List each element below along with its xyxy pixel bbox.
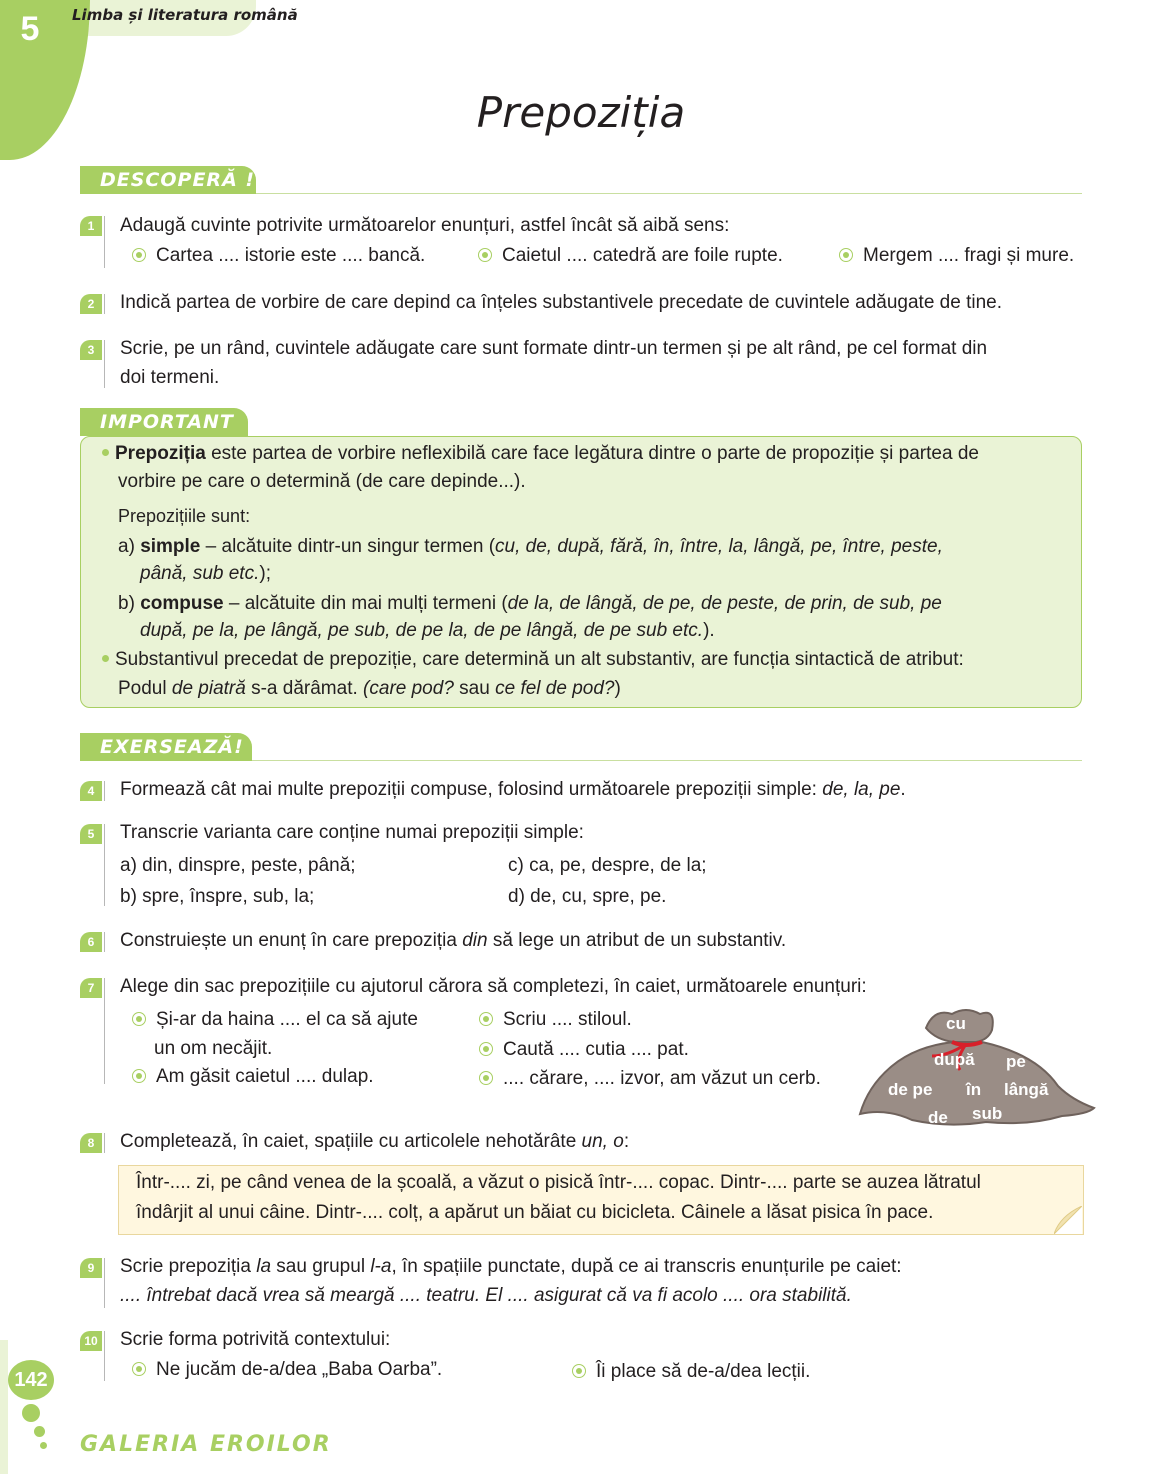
bullet-icon: [132, 248, 146, 262]
type-simple: a) simple – alcătuite dintr-un singur termen (cu, de, după, fără, în, între, la, lângă, pe, între, peste,: [118, 536, 943, 557]
bullet-icon: [132, 1012, 146, 1026]
q5-option: c) ca, pe, despre, de la;: [508, 855, 707, 876]
sack-word: de pe: [888, 1080, 933, 1099]
q10-text: Scrie forma potrivită contextului:: [120, 1329, 391, 1350]
q5-text: Transcrie varianta care conține numai prepoziții simple:: [120, 822, 584, 843]
question-bar: [104, 1133, 105, 1153]
q1-item: Mergem .... fragi și mure.: [839, 242, 1074, 270]
question-number: 7: [80, 978, 102, 998]
q3-text: doi termeni.: [120, 367, 220, 388]
bullet-icon: [572, 1364, 586, 1378]
bullet-icon: [839, 248, 853, 262]
sack-word: sub: [972, 1104, 1003, 1123]
question-number: 4: [80, 781, 102, 801]
definition: vorbire pe care o determină (de care depinde...).: [118, 471, 526, 492]
question-number: 10: [80, 1331, 102, 1351]
decor-dot: [34, 1426, 45, 1437]
q4-text: Formează cât mai multe prepoziții compuse, folosind următoarele prepoziții simple: de, la, pe.: [120, 779, 906, 800]
question-number: 5: [80, 824, 102, 844]
q1-item: Cartea .... istorie este .... bancă.: [132, 242, 425, 270]
q7-item: Caută .... cutia .... pat.: [479, 1036, 689, 1064]
decor-dot: [40, 1442, 47, 1449]
section-divider: [252, 760, 1082, 761]
note-text: Într-.... zi, pe când venea de la școală, a văzut o pisică într-.... copac. Dintr-.... parte se auzea lătratul: [136, 1172, 981, 1193]
q2-text: Indică partea de vorbire de care depind ca înțeles substantivele precedate de cuvintele adăugate de tine.: [120, 292, 1002, 313]
q6-text: Construiește un enunț în care prepoziția din să lege un atribut de un substantiv.: [120, 930, 787, 951]
q9-sentence: .... întrebat dacă vrea să meargă .... teatru. El .... asigurat că va fi acolo .... ora stabilită.: [120, 1285, 852, 1306]
question-number: 6: [80, 932, 102, 952]
q7-item: Am găsit caietul .... dulap.: [132, 1063, 374, 1091]
question-number: 8: [80, 1133, 102, 1153]
type-simple: până, sub etc.);: [140, 563, 271, 584]
bullet-icon: [102, 655, 109, 662]
side-strip: [0, 1340, 8, 1474]
q1-text: Adaugă cuvinte potrivite următoarelor enunțuri, astfel încât să aibă sens:: [120, 215, 730, 236]
question-bar: [104, 824, 105, 906]
type-compound: b) compuse – alcătuite din mai mulți termeni (de la, de lângă, de pe, de peste, de prin, de sub, pe: [118, 593, 942, 614]
page-number: 142: [14, 1369, 48, 1391]
bullet-icon: [479, 1042, 493, 1056]
decor-dot: [22, 1404, 40, 1422]
question-number: 1: [80, 216, 102, 236]
q9-text: Scrie prepoziția la sau grupul l-a, în spațiile punctate, după ce ai transcris enunțurile pe caiet:: [120, 1256, 902, 1277]
section-practice-header: EXERSEAZĂ!: [80, 733, 252, 761]
attribute-rule: Substantivul precedat de prepoziție, care determină un alt substantiv, are funcția sintactică de atribut:: [102, 646, 964, 674]
subject-title: Limba și literatura română: [72, 6, 298, 24]
question-bar: [104, 978, 105, 1084]
types-intro: Prepozițiile sunt:: [118, 506, 251, 526]
q3-text: Scrie, pe un rând, cuvintele adăugate care sunt formate dintr-un termen și pe alt rând, pe cel format din: [120, 338, 988, 359]
q7-item: un om necăjit.: [154, 1038, 273, 1059]
question-bar: [104, 340, 105, 388]
question-bar: [104, 294, 105, 314]
q7-item: Scriu .... stiloul.: [479, 1006, 632, 1034]
q1-item: Caietul .... catedră are foile rupte.: [478, 242, 783, 270]
question-bar: [104, 781, 105, 801]
page-curl-icon: [1054, 1206, 1082, 1234]
bullet-icon: [132, 1362, 146, 1376]
sack-word: de: [928, 1108, 948, 1127]
sack-word: cu: [946, 1014, 966, 1033]
section-divider: [256, 193, 1082, 194]
definition: Prepoziția este partea de vorbire neflexibilă care face legătura dintre o parte de propoziție și partea de: [102, 440, 979, 468]
q5-option: b) spre, înspre, sub, la;: [120, 886, 315, 907]
q10-item: Îi place să de-a/dea lecții.: [572, 1358, 810, 1386]
page-title: Prepoziția: [476, 88, 686, 137]
sack-word: pe: [1006, 1052, 1026, 1071]
q5-option: d) de, cu, spre, pe.: [508, 886, 667, 907]
question-bar: [104, 216, 105, 268]
question-bar: [104, 1331, 105, 1381]
sack-word: după: [934, 1050, 975, 1069]
grade-number: 5: [20, 10, 40, 48]
question-number: 9: [80, 1258, 102, 1278]
section-important-header: IMPORTANT: [80, 408, 248, 436]
bullet-icon: [132, 1069, 146, 1083]
q7-item: .... cărare, .... izvor, am văzut un cerb.: [479, 1065, 821, 1093]
sack-word: în: [966, 1080, 982, 1099]
q7-item: Și-ar da haina .... el ca să ajute: [132, 1006, 418, 1034]
question-number: 3: [80, 340, 102, 360]
bullet-icon: [479, 1012, 493, 1026]
attribute-example: Podul de piatră s-a dărâmat. (care pod? sau ce fel de pod?): [118, 678, 621, 699]
sack-word: lângă: [1004, 1080, 1049, 1099]
question-bar: [104, 932, 105, 952]
note-text: îndârjit al unui câine. Dintr-.... colț, a apărut un băiat cu bicicleta. Câinele a lăsat pisica în pace.: [136, 1202, 934, 1223]
question-bar: [104, 1258, 105, 1308]
q10-item: Ne jucăm de-a/dea „Baba Oarba”.: [132, 1356, 442, 1384]
bullet-icon: [102, 449, 109, 456]
bullet-icon: [479, 1071, 493, 1085]
q7-text: Alege din sac prepozițiile cu ajutorul cărora să completezi, în caiet, următoarele enunțuri:: [120, 976, 867, 997]
q8-text: Completează, în caiet, spațiile cu articolele nehotărâte un, o:: [120, 1131, 630, 1152]
bullet-icon: [478, 248, 492, 262]
question-number: 2: [80, 294, 102, 314]
type-compound: după, pe la, pe lângă, pe sub, de pe la, de pe lângă, de pe sub etc.).: [140, 620, 715, 641]
section-discover-header: DESCOPERĂ !: [80, 166, 256, 194]
q5-option: a) din, dinspre, peste, până;: [120, 855, 356, 876]
footer-brand: GALERIA EROILOR: [80, 1432, 332, 1457]
